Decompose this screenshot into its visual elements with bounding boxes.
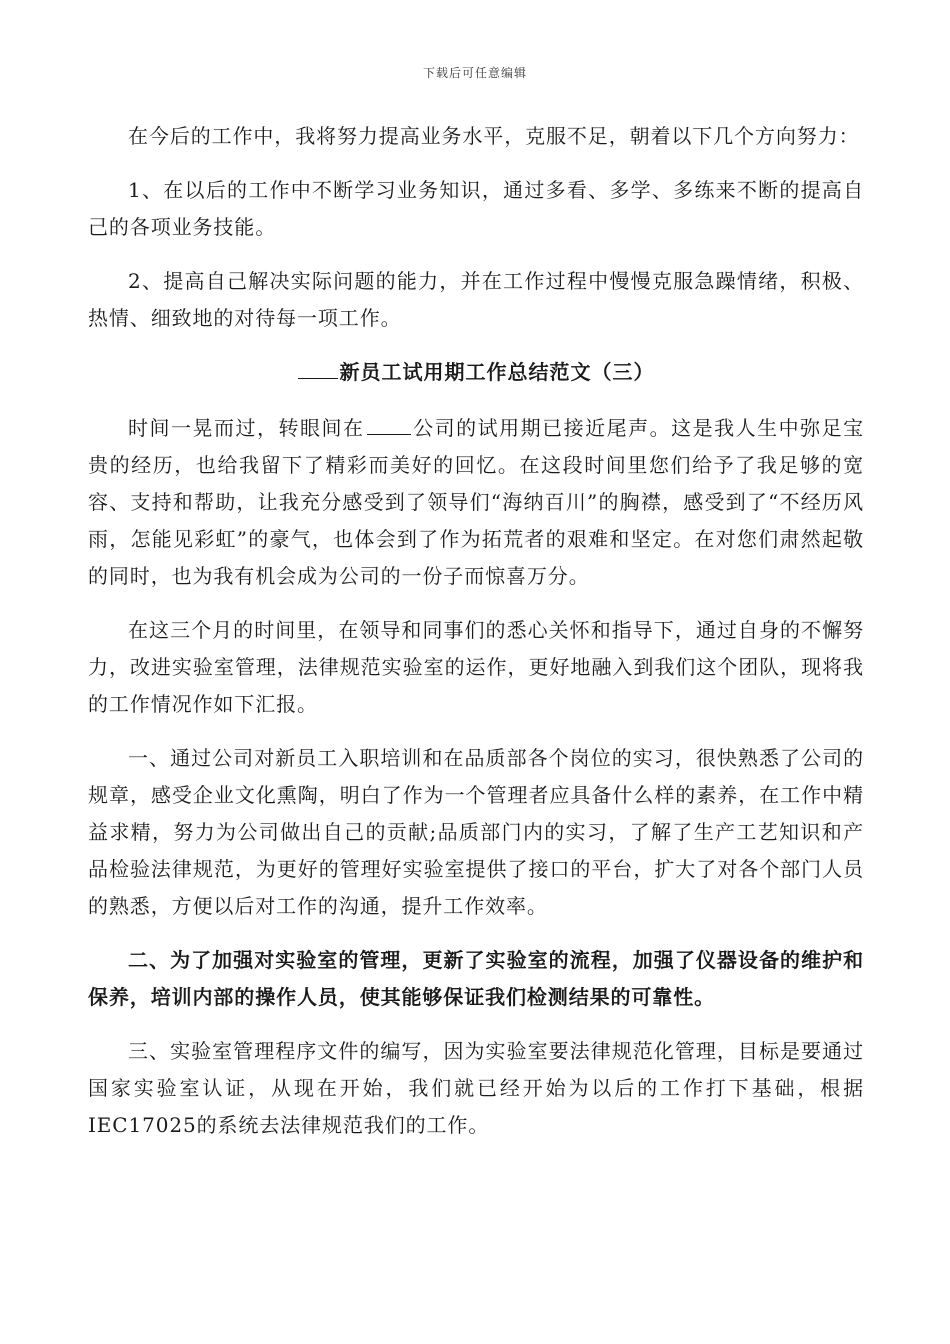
fill-blank (367, 414, 411, 435)
paragraph-intro-start: 时间一晃而过，转眼间在 (128, 416, 365, 440)
page-header: 下载后可任意编辑 (422, 66, 527, 80)
paragraph-intro (88, 410, 864, 595)
paragraph-item-2: 2、提高自己解决实际问题的能力，并在工作过程中慢慢克服急躁情绪，积极、热情、细致地的对待每一项工作。 (88, 269, 864, 330)
paragraph-point-1: 一、通过公司对新员工入职培训和在品质部各个岗位的实习，很快熟悉了公司的规章，感受企业文化熏陶，明白了作为一个管理者应具备什么样的素养，在工作中精益求精，努力为公司做出自己的贡献;品质部门内的实习，了解了生产工艺知识和产品检验法律规范，为更好的管理好实验室提供了接口的平台，扩大了对各个部门人员的熟悉，方便以后对工作的沟通，提升工作效率。 (88, 746, 864, 918)
document-body (88, 118, 864, 1161)
paragraph-three-months: 在这三个月的时间里，在领导和同事们的悉心关怀和指导下，通过自身的不懈努力，改进实验室管理，法律规范实验室的运作，更好地融入到我们这个团队，现将我的工作情况作如下汇报。 (88, 618, 864, 716)
fill-blank (298, 358, 338, 379)
paragraph-point-3: 三、实验室管理程序文件的编写，因为实验室要法律规范化管理，目标是要通过国家实验室认证，从现在开始，我们就已经开始为以后的工作打下基础，根据IEC17025的系统去法律规范我们的工作。 (88, 1039, 864, 1137)
paragraph-item-1: 1、在以后的工作中不断学习业务知识，通过多看、多学、多练来不断的提高自己的各项业务技能。 (88, 178, 864, 239)
paragraph-intro-rest: 公司的试用期已接近尾声。这是我人生中弥足宝贵的经历，也给我留下了精彩而美好的回忆。在这段时间里您们给予了我足够的宽容、支持和帮助，让我充分感受到了领导们“海纳百川”的胸襟，感受到了“不经历风雨，怎能见彩虹”的豪气，也体会到了作为拓荒者的艰难和坚定。在对您们肃然起敬的同时，也为我有机会成为公司的一份子而惊喜万分。 (88, 416, 864, 588)
section-heading (88, 354, 864, 391)
section-heading-text: 新员工试用期工作总结范文（三） (339, 360, 655, 384)
paragraph-future-directions: 在今后的工作中，我将努力提高业务水平，克服不足，朝着以下几个方向努力： (128, 124, 860, 148)
paragraph-point-2: 二、为了加强对实验室的管理，更新了实验室的流程，加强了仪器设备的维护和保养，培训内部的操作人员，使其能够保证我们检测结果的可靠性。 (88, 948, 864, 1009)
